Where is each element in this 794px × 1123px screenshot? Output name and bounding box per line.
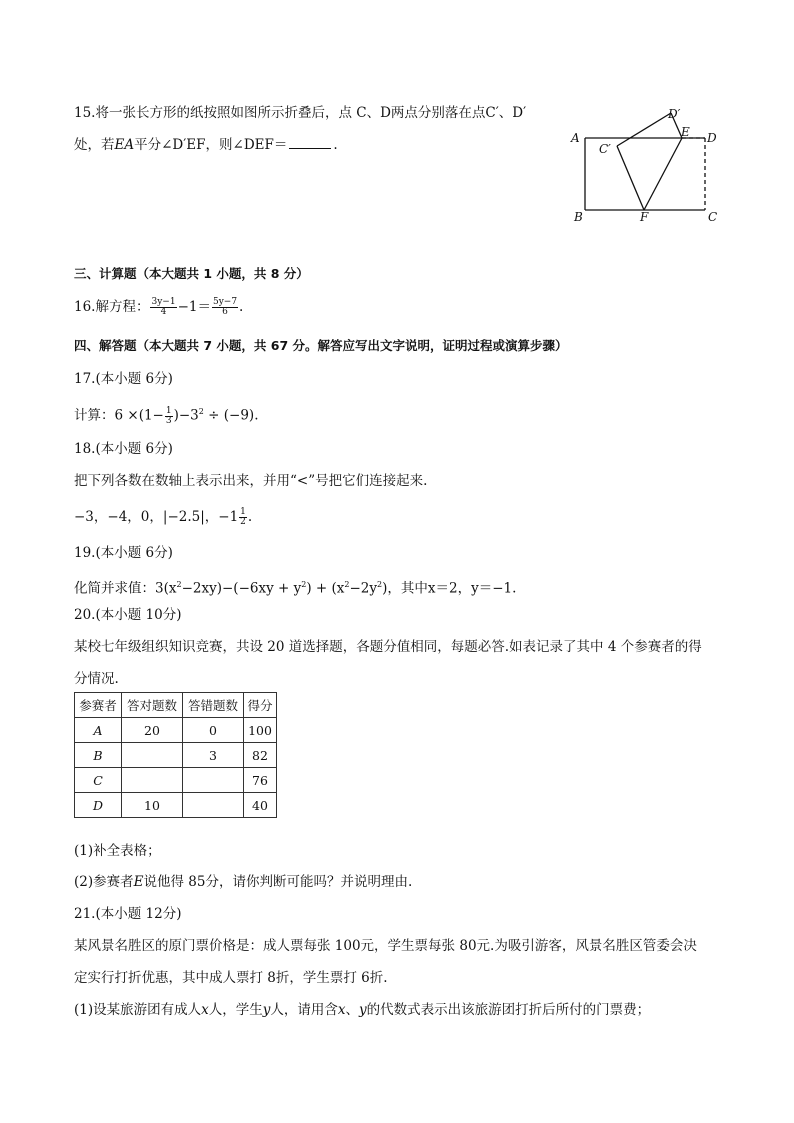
q19-expression: 化简并求值：$3(x^2-2xy)-(-6xy + y^2) + (x^2-2y^2)$，其中x＝2，y＝−1. [74, 580, 517, 597]
label-c-prime: C′ [599, 142, 611, 156]
q21-text1: 某风景名胜区的原门票价格是：成人票每张 100元，学生票每张 80元.为吸引游客，风景名胜区管委会决 [74, 938, 697, 954]
table-cell: B [75, 743, 122, 768]
table-cell: 0 [183, 718, 244, 743]
table-header-cell: 得分 [244, 693, 277, 718]
q20-title: 20.(本小题 10分) [74, 607, 182, 623]
label-d-prime: D′ [668, 107, 681, 121]
table-header-cell: 答对题数 [122, 693, 183, 718]
section3-heading: 三、计算题（本大题共 1 小题，共 8 分） [74, 266, 309, 281]
label-c: C [708, 210, 718, 224]
q19-title: 19.(本小题 6分) [74, 545, 173, 561]
q21-sub1: (1)设某旅游团有成人x人，学生y人，请用含x、y的代数式表示出该旅游团打折后所付的门票费； [74, 1002, 651, 1018]
label-b: B [574, 210, 583, 224]
table-header-row [75, 693, 277, 718]
score-table [74, 692, 277, 818]
fraction: $\frac{1}{2}$ [240, 507, 246, 527]
table-cell [122, 743, 183, 768]
table-cell: C [75, 768, 122, 793]
folded-rectangle-figure [560, 100, 730, 225]
table-cell: 3 [183, 743, 244, 768]
table-row [75, 768, 277, 793]
fraction: $\frac{5y-7}{6}$ [212, 297, 238, 317]
table-cell: 76 [244, 768, 277, 793]
table-header-cell: 参赛者 [75, 693, 122, 718]
table-header-cell: 答错题数 [183, 693, 244, 718]
section4-heading: 四、解答题（本大题共 7 小题，共 67 分。解答应写出文字说明，证明过程或演算步骤） [74, 338, 568, 353]
q18-title: 18.(本小题 6分) [74, 441, 173, 457]
q18-text: 把下列各数在数轴上表示出来，并用“<”号把它们连接起来. [74, 473, 428, 489]
table-cell: D [75, 793, 122, 818]
label-e: E [681, 125, 690, 139]
fraction: $\frac{3y-1}{4}$ [151, 297, 176, 317]
q21-text2: 定实行打折优惠，其中成人票打 8折，学生票打 6折. [74, 970, 388, 986]
table-cell: 10 [122, 793, 183, 818]
table-row [75, 793, 277, 818]
table-cell [183, 768, 244, 793]
table-cell [183, 793, 244, 818]
table-row [75, 743, 277, 768]
q21-title: 21.(本小题 12分) [74, 906, 182, 922]
label-d: D [707, 131, 717, 145]
label-a: A [571, 131, 580, 145]
q20-text1: 某校七年级组织知识竞赛，共设 20 道选择题，各题分值相同，每题必答.如表记录了其中 4 个参赛者的得 [74, 639, 702, 655]
edge-c1d1 [617, 113, 671, 146]
table-cell: 20 [122, 718, 183, 743]
table-row [75, 718, 277, 743]
fold-line-ef [644, 138, 682, 210]
q17-title: 17.(本小题 6分) [74, 371, 173, 387]
q15-line1: 15.将一张长方形的纸按照如图所示折叠后，点 C、D两点分别落在点C′、D′ [74, 105, 527, 121]
q20-sub2: (2)参赛者E说他得 85分，请你判断可能吗？并说明理由. [74, 874, 413, 890]
q16-line: 16.解方程： $\frac{3y-1}{4}$ −1＝ $\frac{5y-7}{6}$ . [74, 297, 244, 317]
table-cell [122, 768, 183, 793]
answer-blank [289, 136, 331, 149]
edge-c1f [617, 146, 644, 210]
q20-sub1: (1)补全表格； [74, 843, 161, 859]
table-cell: 82 [244, 743, 277, 768]
label-f: F [640, 210, 649, 224]
q17-expression: 计算：6 ×(1− $\frac{1}{3}$ )$-3^2 \div (-9)$. [74, 405, 259, 426]
q18-numbers: −3，−4，0，|−2.5|，−1 $\frac{1}{2}$ . [74, 507, 253, 527]
table-cell: 40 [244, 793, 277, 818]
q20-text2: 分情况. [74, 671, 119, 687]
table-cell: 100 [244, 718, 277, 743]
fraction: $\frac{1}{3}$ [165, 405, 172, 426]
table-cell: A [75, 718, 122, 743]
q15-line2: 处，若EA平分∠D′EF，则∠DEF＝ . [74, 137, 338, 153]
